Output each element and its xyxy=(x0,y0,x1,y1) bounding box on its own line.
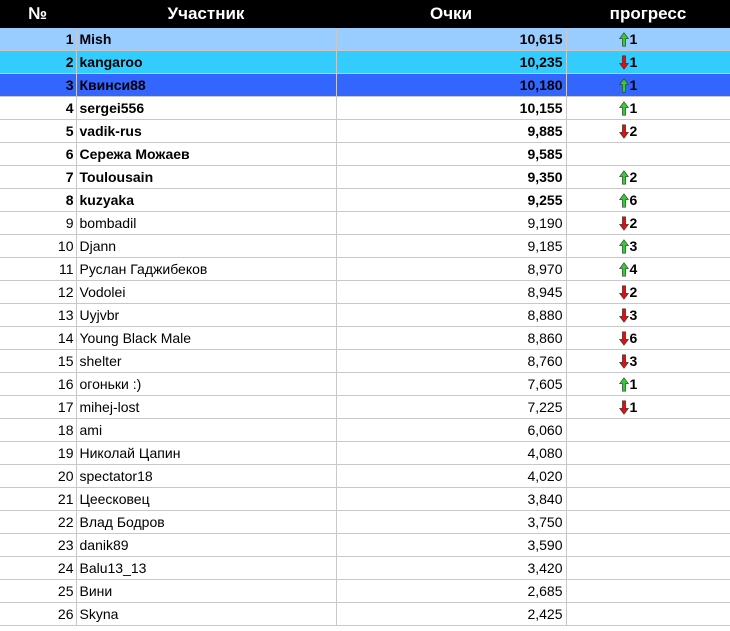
points-cell: 10,155 xyxy=(336,97,566,120)
progress-cell xyxy=(566,511,730,534)
progress-change: 1 xyxy=(629,399,638,415)
points-cell: 9,255 xyxy=(336,189,566,212)
progress-change: 4 xyxy=(629,261,638,277)
rank-cell: 7 xyxy=(0,166,76,189)
points-cell: 6,060 xyxy=(336,419,566,442)
table-row xyxy=(0,511,730,534)
participant-cell: Руслан Гаджибеков xyxy=(76,258,336,281)
progress-change: 3 xyxy=(629,238,638,254)
participant-cell: ami xyxy=(76,419,336,442)
points-cell: 9,585 xyxy=(336,143,566,166)
rank-cell: 23 xyxy=(0,534,76,557)
points-cell: 10,615 xyxy=(336,28,566,51)
rank-cell: 18 xyxy=(0,419,76,442)
points-cell: 10,180 xyxy=(336,74,566,97)
rank-cell: 15 xyxy=(0,350,76,373)
table-row xyxy=(0,580,730,603)
participant-cell: огоньки :) xyxy=(76,373,336,396)
arrow-down-icon xyxy=(619,285,629,300)
progress-cell xyxy=(566,281,730,304)
progress-cell xyxy=(566,580,730,603)
progress-change: 2 xyxy=(629,284,638,300)
table-row xyxy=(0,189,730,212)
column-header-points: Очки xyxy=(336,0,566,28)
rank-cell: 10 xyxy=(0,235,76,258)
progress-cell xyxy=(566,603,730,626)
progress-cell xyxy=(566,442,730,465)
rank-cell: 9 xyxy=(0,212,76,235)
progress-cell xyxy=(566,97,730,120)
progress-change: 2 xyxy=(629,215,638,231)
table-row xyxy=(0,166,730,189)
progress-cell xyxy=(566,74,730,97)
progress-change: 1 xyxy=(629,77,638,93)
points-cell: 8,945 xyxy=(336,281,566,304)
points-cell: 8,880 xyxy=(336,304,566,327)
progress-cell xyxy=(566,488,730,511)
participant-cell: Сережа Можаев xyxy=(76,143,336,166)
participant-cell: Влад Бодров xyxy=(76,511,336,534)
participant-cell: Balu13_13 xyxy=(76,557,336,580)
points-cell: 3,590 xyxy=(336,534,566,557)
points-cell: 2,685 xyxy=(336,580,566,603)
participant-cell: Uyjvbr xyxy=(76,304,336,327)
participant-cell: spectator18 xyxy=(76,465,336,488)
participant-cell: Djann xyxy=(76,235,336,258)
table-row xyxy=(0,304,730,327)
progress-cell xyxy=(566,350,730,373)
progress-cell xyxy=(566,258,730,281)
rank-cell: 26 xyxy=(0,603,76,626)
participant-cell: kangaroo xyxy=(76,51,336,74)
rank-cell: 12 xyxy=(0,281,76,304)
points-cell: 7,225 xyxy=(336,396,566,419)
progress-change: 1 xyxy=(629,100,638,116)
rank-cell: 4 xyxy=(0,97,76,120)
column-header-participant: Участник xyxy=(76,0,336,28)
participant-cell: sergei556 xyxy=(76,97,336,120)
column-header-number: № xyxy=(0,0,76,28)
progress-cell xyxy=(566,120,730,143)
rank-cell: 25 xyxy=(0,580,76,603)
rank-cell: 6 xyxy=(0,143,76,166)
progress-change: 1 xyxy=(629,376,638,392)
participant-cell: kuzyaka xyxy=(76,189,336,212)
arrow-up-icon xyxy=(619,78,629,93)
arrow-up-icon xyxy=(619,32,629,47)
points-cell: 7,605 xyxy=(336,373,566,396)
arrow-down-icon xyxy=(619,308,629,323)
progress-change: 6 xyxy=(629,192,638,208)
table-row xyxy=(0,235,730,258)
rank-cell: 2 xyxy=(0,51,76,74)
table-row xyxy=(0,281,730,304)
table-row xyxy=(0,442,730,465)
rank-cell: 24 xyxy=(0,557,76,580)
arrow-up-icon xyxy=(619,193,629,208)
points-cell: 9,350 xyxy=(336,166,566,189)
progress-cell xyxy=(566,51,730,74)
progress-cell xyxy=(566,534,730,557)
points-cell: 9,190 xyxy=(336,212,566,235)
progress-cell xyxy=(566,166,730,189)
table-row xyxy=(0,212,730,235)
participant-cell: Young Black Male xyxy=(76,327,336,350)
progress-cell xyxy=(566,327,730,350)
table-body xyxy=(0,28,730,626)
points-cell: 9,885 xyxy=(336,120,566,143)
progress-cell xyxy=(566,143,730,166)
progress-cell xyxy=(566,557,730,580)
table-header xyxy=(0,0,730,28)
table-row xyxy=(0,534,730,557)
rank-cell: 3 xyxy=(0,74,76,97)
arrow-up-icon xyxy=(619,377,629,392)
points-cell: 3,750 xyxy=(336,511,566,534)
progress-cell xyxy=(566,304,730,327)
rank-cell: 22 xyxy=(0,511,76,534)
table-row xyxy=(0,465,730,488)
participant-cell: shelter xyxy=(76,350,336,373)
rank-cell: 1 xyxy=(0,28,76,51)
points-cell: 3,840 xyxy=(336,488,566,511)
participant-cell: bombadil xyxy=(76,212,336,235)
rank-cell: 20 xyxy=(0,465,76,488)
header-row xyxy=(0,0,730,28)
rank-cell: 8 xyxy=(0,189,76,212)
rank-cell: 17 xyxy=(0,396,76,419)
points-cell: 4,080 xyxy=(336,442,566,465)
arrow-up-icon xyxy=(619,262,629,277)
table-row xyxy=(0,603,730,626)
rank-cell: 21 xyxy=(0,488,76,511)
rank-cell: 14 xyxy=(0,327,76,350)
points-cell: 8,860 xyxy=(336,327,566,350)
participant-cell: Mish xyxy=(76,28,336,51)
progress-cell xyxy=(566,396,730,419)
progress-cell xyxy=(566,465,730,488)
table-row xyxy=(0,396,730,419)
arrow-down-icon xyxy=(619,354,629,369)
rank-cell: 13 xyxy=(0,304,76,327)
progress-change: 3 xyxy=(629,353,638,369)
rank-cell: 19 xyxy=(0,442,76,465)
table-row xyxy=(0,28,730,51)
arrow-up-icon xyxy=(619,170,629,185)
progress-cell xyxy=(566,419,730,442)
progress-cell xyxy=(566,235,730,258)
points-cell: 8,970 xyxy=(336,258,566,281)
table-row xyxy=(0,120,730,143)
participant-cell: Toulousain xyxy=(76,166,336,189)
rank-cell: 5 xyxy=(0,120,76,143)
arrow-down-icon xyxy=(619,331,629,346)
table-row xyxy=(0,488,730,511)
points-cell: 4,020 xyxy=(336,465,566,488)
points-cell: 2,425 xyxy=(336,603,566,626)
progress-change: 1 xyxy=(629,31,638,47)
participant-cell: vadik-rus xyxy=(76,120,336,143)
points-cell: 3,420 xyxy=(336,557,566,580)
table-row xyxy=(0,74,730,97)
progress-change: 1 xyxy=(629,54,638,70)
arrow-down-icon xyxy=(619,216,629,231)
progress-cell xyxy=(566,212,730,235)
arrow-down-icon xyxy=(619,124,629,139)
participant-cell: Квинси88 xyxy=(76,74,336,97)
table-row xyxy=(0,143,730,166)
arrow-down-icon xyxy=(619,55,629,70)
table-row xyxy=(0,373,730,396)
progress-change: 3 xyxy=(629,307,638,323)
participant-cell: Вини xyxy=(76,580,336,603)
points-cell: 10,235 xyxy=(336,51,566,74)
table-row xyxy=(0,51,730,74)
arrow-up-icon xyxy=(619,239,629,254)
progress-cell xyxy=(566,373,730,396)
participant-cell: danik89 xyxy=(76,534,336,557)
table-row xyxy=(0,327,730,350)
progress-change: 2 xyxy=(629,123,638,139)
progress-change: 6 xyxy=(629,330,638,346)
progress-cell xyxy=(566,189,730,212)
table-row xyxy=(0,557,730,580)
points-cell: 8,760 xyxy=(336,350,566,373)
progress-change: 2 xyxy=(629,169,638,185)
participant-cell: Vodolei xyxy=(76,281,336,304)
participant-cell: Цеесковец xyxy=(76,488,336,511)
progress-cell xyxy=(566,28,730,51)
participant-cell: Николай Цапин xyxy=(76,442,336,465)
points-cell: 9,185 xyxy=(336,235,566,258)
table-row xyxy=(0,258,730,281)
rank-cell: 11 xyxy=(0,258,76,281)
table-row xyxy=(0,97,730,120)
table-row xyxy=(0,419,730,442)
rank-cell: 16 xyxy=(0,373,76,396)
table-row xyxy=(0,350,730,373)
participant-cell: mihej-lost xyxy=(76,396,336,419)
participant-cell: Skyna xyxy=(76,603,336,626)
arrow-down-icon xyxy=(619,400,629,415)
arrow-up-icon xyxy=(619,101,629,116)
column-header-progress: прогресс xyxy=(566,0,730,28)
